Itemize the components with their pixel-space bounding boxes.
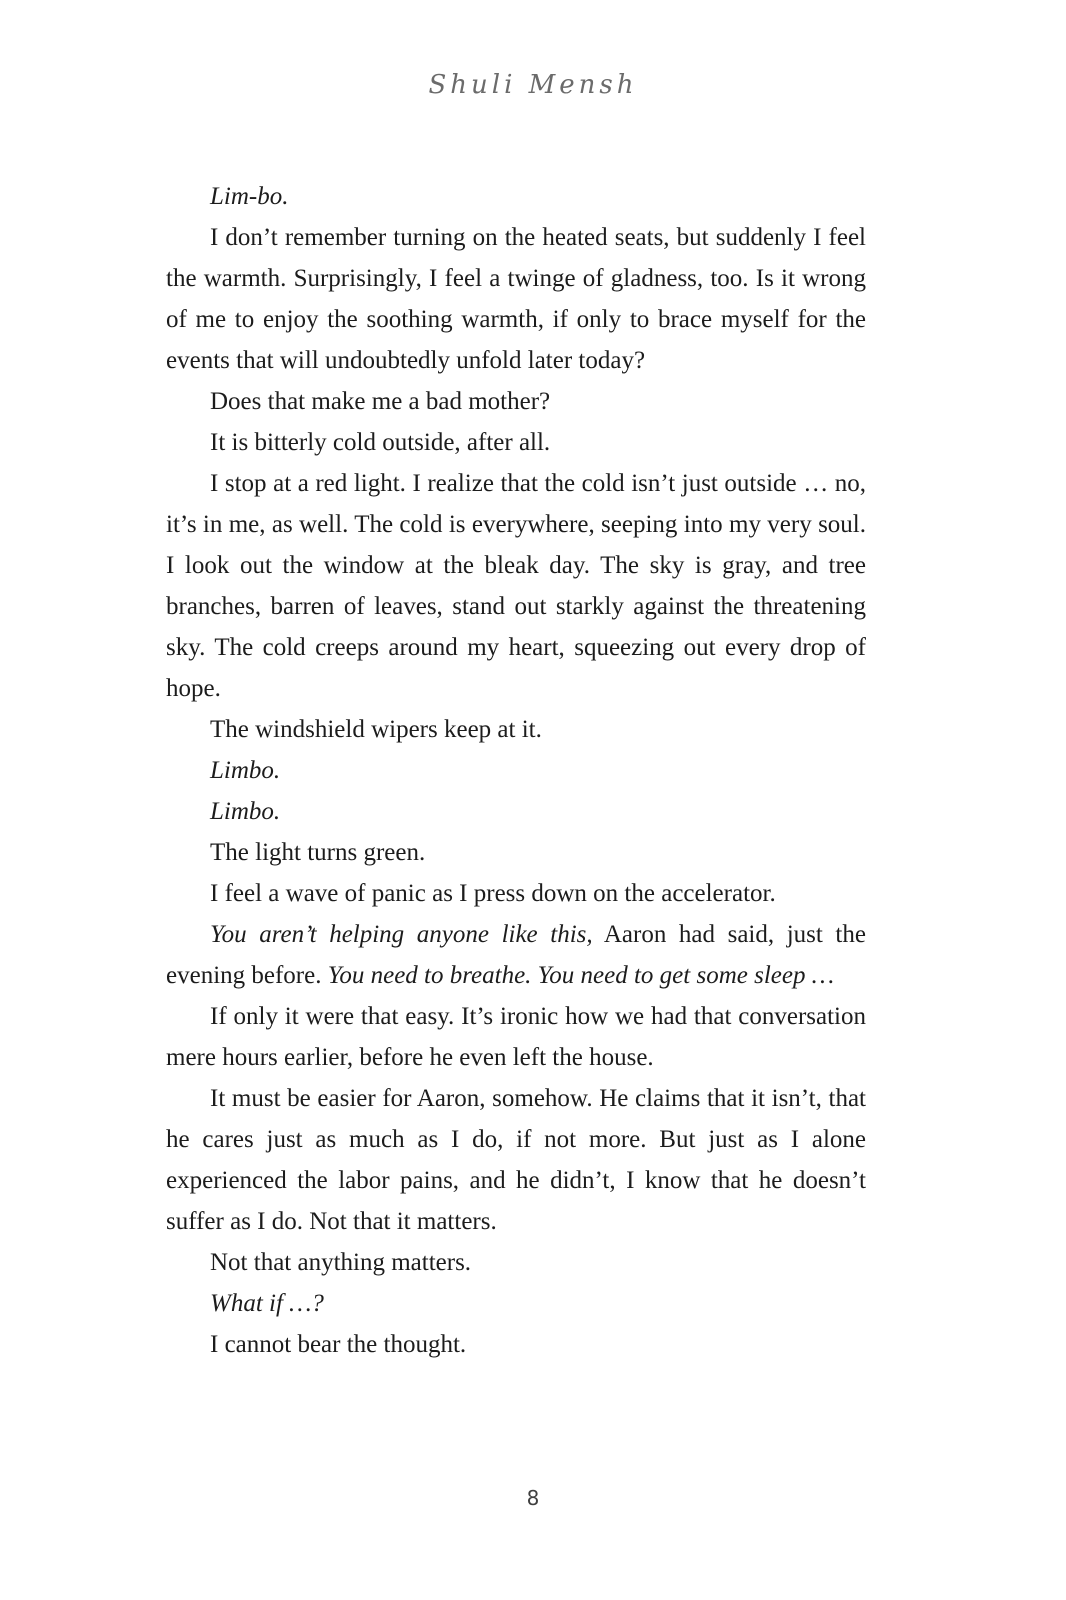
text-segment: Lim-bo.: [210, 183, 289, 210]
paragraph: [166, 791, 866, 832]
text-segment: I feel a wave of panic as I press down on the accelerator.: [210, 880, 776, 907]
paragraph: [166, 217, 866, 381]
text-segment: The light turns green.: [210, 839, 426, 866]
text-segment: If only it were that easy. It’s ironic how we had that conversation mere hours earlier, before he even left the house.: [166, 1003, 866, 1071]
text-segment: I don’t remember turning on the heated seats, but suddenly I feel the warmth. Surprisingly, I feel a twinge of gladness, too. Is it wrong of me to enjoy the soothing warmth, if only to brace myself for the events that will undoubtedly unfold later today?: [166, 224, 866, 374]
paragraph: [166, 873, 866, 914]
page-number: 8: [526, 1486, 540, 1510]
text-segment: Not that anything matters.: [210, 1249, 472, 1276]
text-segment: The windshield wipers keep at it.: [210, 716, 542, 743]
paragraph: [166, 1078, 866, 1242]
paragraph: [166, 832, 866, 873]
paragraph: [166, 709, 866, 750]
running-header: Shuli Mensh: [428, 70, 638, 100]
body-text: [166, 176, 866, 1365]
text-segment: What if …?: [210, 1290, 324, 1317]
text-segment: Does that make me a bad mother?: [210, 388, 551, 415]
text-segment: Limbo.: [210, 798, 281, 825]
paragraph: [166, 1324, 866, 1365]
text-segment: You aren’t helping anyone like this,: [210, 921, 593, 948]
paragraph: [166, 176, 866, 217]
paragraph: [166, 996, 866, 1078]
paragraph: [166, 463, 866, 709]
text-segment: It is bitterly cold outside, after all.: [210, 429, 551, 456]
paragraph: [166, 750, 866, 791]
text-segment: I stop at a red light. I realize that the cold isn’t just outside … no, it’s in me, as well. The cold is everywhere, seeping into my very soul. I look out the window at the bleak day. The sky is gray, and tree branches, barren of leaves, stand out starkly against the threatening sky. The cold creeps around my heart, squeezing out every drop of hope.: [166, 470, 866, 702]
paragraph: [166, 914, 866, 996]
paragraph: [166, 422, 866, 463]
paragraph: [166, 381, 866, 422]
text-segment: I cannot bear the thought.: [210, 1331, 467, 1358]
text-segment: It must be easier for Aaron, somehow. He claims that it isn’t, that he cares just as much as I do, if not more. But just as I alone experienced the labor pains, and he didn’t, I know that he doesn’t suffer as I do. Not that it matters.: [166, 1085, 866, 1235]
paragraph: [166, 1242, 866, 1283]
text-segment: You need to breathe. You need to get some sleep …: [327, 962, 834, 989]
text-segment: Limbo.: [210, 757, 281, 784]
paragraph: [166, 1283, 866, 1324]
text-segment: Aaron had said, just the evening before.: [166, 921, 866, 989]
